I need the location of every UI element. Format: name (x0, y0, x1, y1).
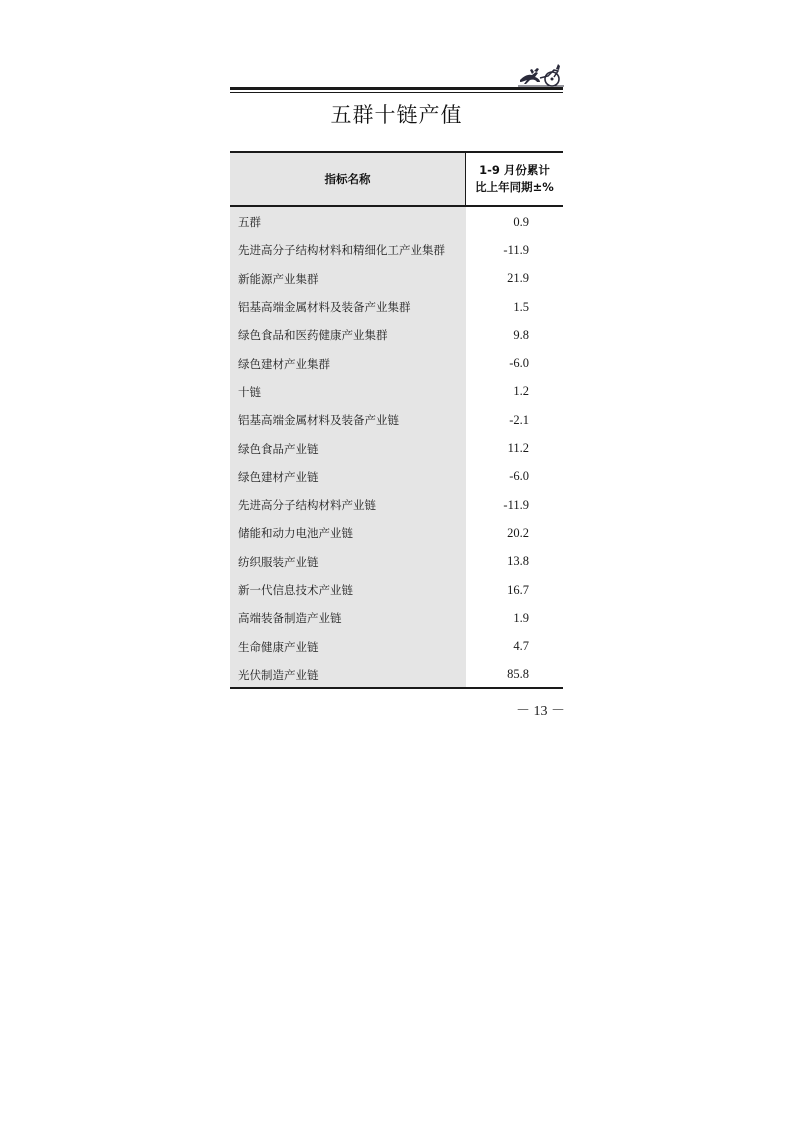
table-row (230, 236, 563, 264)
header-rule-thick (230, 87, 563, 90)
row-value: 85.8 (507, 667, 529, 682)
horse-chariot-logo (518, 60, 564, 88)
table-row (230, 208, 563, 236)
row-value: -11.9 (503, 242, 529, 257)
row-name: 绿色食品和医药健康产业集群 (238, 328, 388, 343)
header-name-column: 指标名称 (230, 153, 465, 205)
row-name: 新能源产业集群 (238, 271, 319, 286)
table-bottom-rule (230, 687, 563, 689)
row-value: 1.9 (513, 610, 529, 625)
table-row (230, 406, 563, 434)
table-row (230, 548, 563, 576)
table-body (230, 208, 563, 689)
row-name: 光伏制造产业链 (238, 667, 319, 682)
row-name: 纺织服装产业链 (238, 554, 319, 569)
row-value: -2.1 (509, 412, 529, 427)
page-title: 五群十链产值 (330, 103, 463, 127)
table-row (230, 293, 563, 321)
row-name: 先进高分子结构材料产业链 (238, 498, 376, 513)
page-number: － 13 － (516, 704, 565, 719)
table-row (230, 661, 563, 689)
table-row (230, 604, 563, 632)
row-value: -11.9 (503, 497, 529, 512)
row-value: 11.2 (507, 441, 529, 456)
table-row (230, 463, 563, 491)
row-value: 16.7 (507, 582, 529, 597)
row-name: 十链 (238, 384, 261, 399)
row-name: 新一代信息技术产业链 (238, 583, 353, 597)
row-name: 生命健康产业链 (238, 639, 319, 654)
row-value: -6.0 (509, 356, 529, 371)
header-value-line2: 比上年同期±% (475, 180, 554, 194)
row-name: 绿色食品产业链 (238, 441, 319, 456)
table-row (230, 349, 563, 377)
table-row (230, 576, 563, 604)
row-name: 高端装备制造产业链 (238, 611, 342, 626)
row-value: 21.9 (507, 271, 529, 286)
row-name: 先进高分子结构材料和精细化工产业集群 (238, 243, 445, 258)
table-row (230, 434, 563, 462)
table-row (230, 491, 563, 519)
header-rule-thin (230, 92, 563, 93)
row-value: 9.8 (513, 327, 529, 342)
row-name: 五群 (238, 215, 261, 230)
header-value-column (466, 153, 563, 205)
row-value: 4.7 (513, 639, 529, 654)
row-name: 储能和动力电池产业链 (238, 526, 353, 541)
row-name: 绿色建材产业集群 (238, 356, 330, 371)
row-value: 1.2 (513, 384, 529, 399)
row-value: 13.8 (507, 554, 529, 569)
row-name: 绿色建材产业链 (238, 469, 319, 484)
row-value: 20.2 (507, 525, 529, 540)
row-name: 铝基高端金属材料及装备产业链 (238, 413, 399, 428)
table-row (230, 321, 563, 349)
row-value: 0.9 (513, 214, 529, 229)
table-row (230, 519, 563, 547)
table-row (230, 378, 563, 406)
table-row (230, 265, 563, 293)
row-name: 铝基高端金属材料及装备产业集群 (238, 300, 411, 315)
table-row (230, 632, 563, 660)
row-value: 1.5 (513, 299, 529, 314)
row-value: -6.0 (509, 469, 529, 484)
header-value-line1: 1-9 月份累计 (479, 163, 550, 177)
